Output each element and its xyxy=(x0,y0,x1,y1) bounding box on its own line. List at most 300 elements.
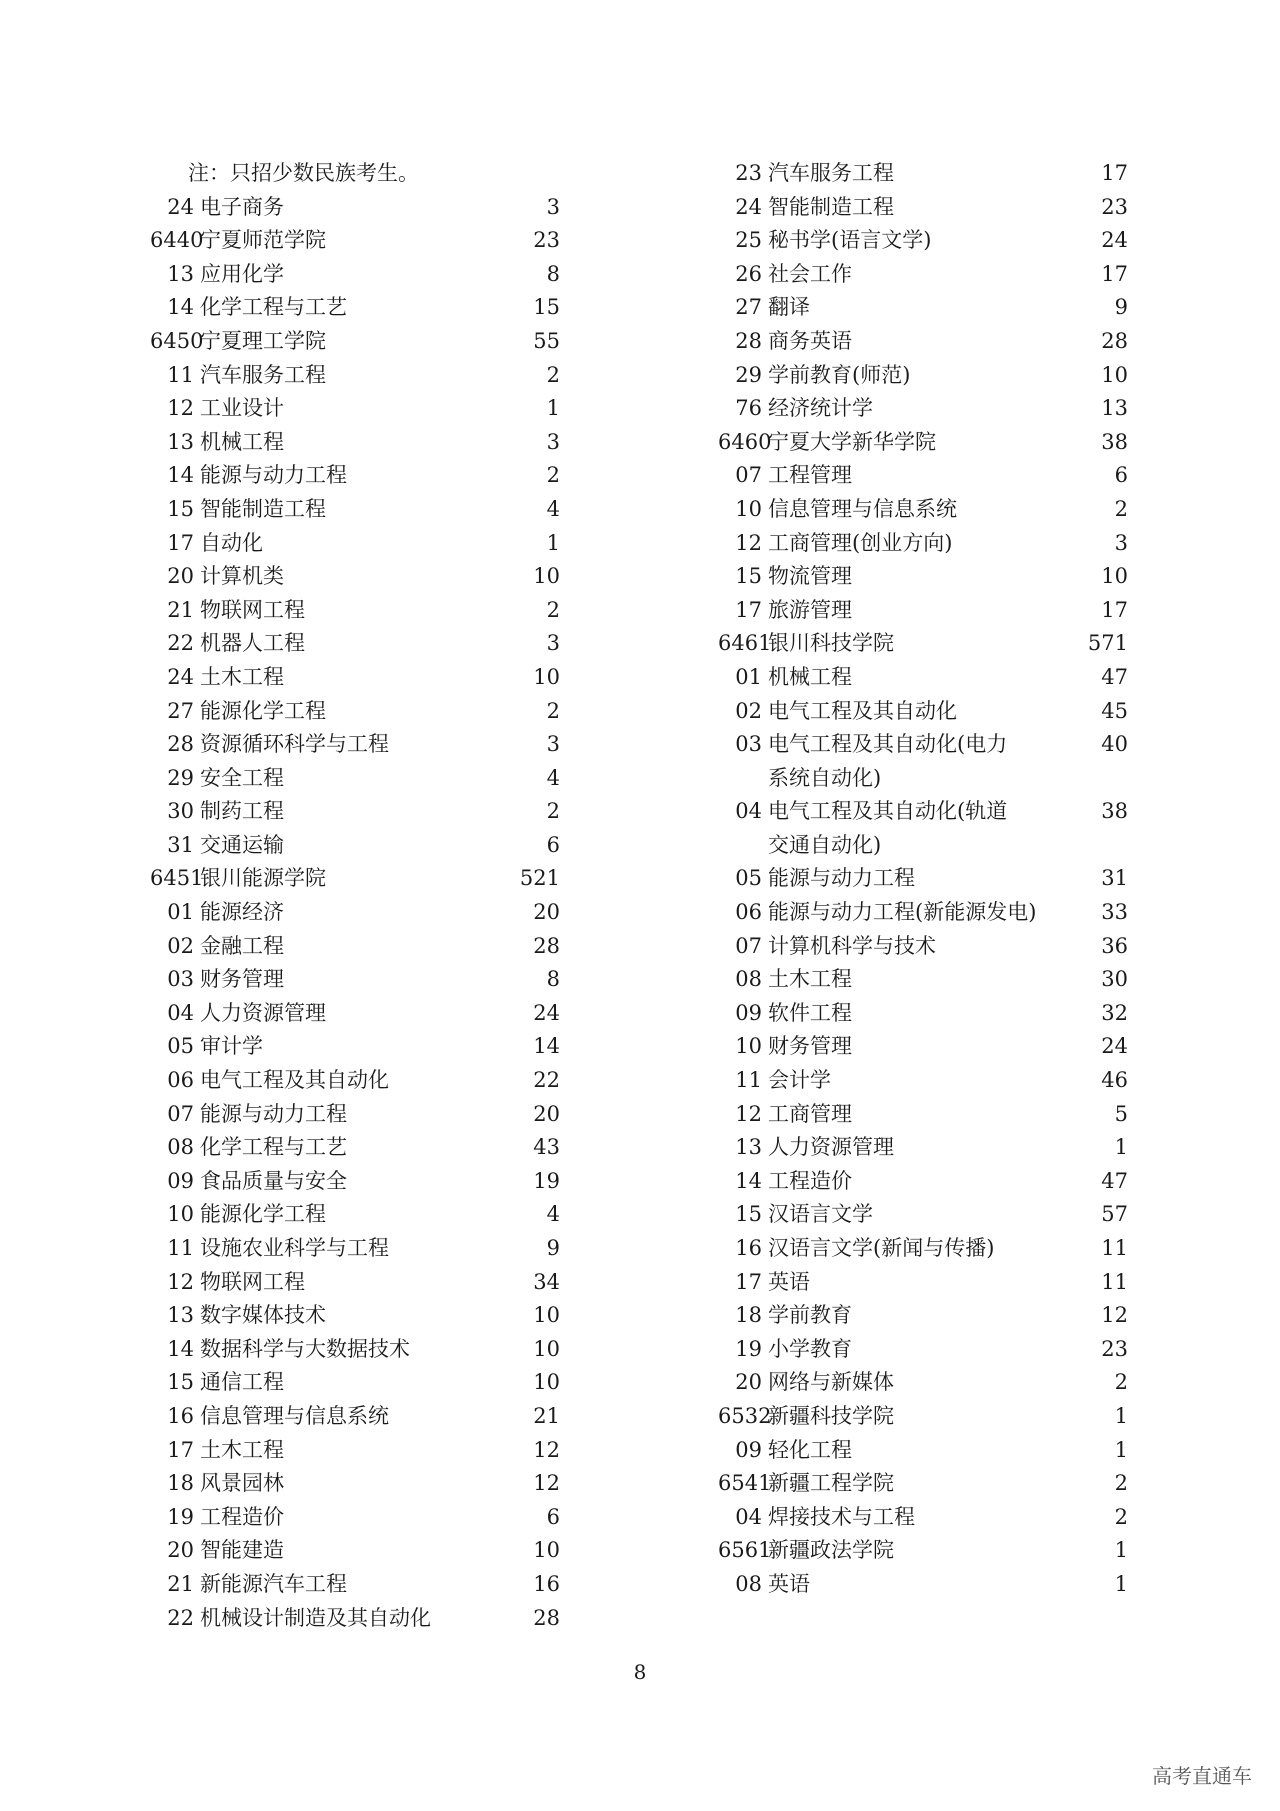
major-row xyxy=(718,359,1128,393)
major-entry xyxy=(718,896,1058,930)
major-code: 21 xyxy=(167,1571,194,1596)
enrollment-count: 13 xyxy=(1101,396,1128,421)
major-row xyxy=(150,997,560,1031)
major-code: 13 xyxy=(167,1303,194,1328)
enrollment-count: 12 xyxy=(533,1471,560,1496)
major-name: 计算机类 xyxy=(200,564,284,589)
major-entry xyxy=(150,1434,490,1468)
enrollment-count: 1 xyxy=(546,396,560,421)
institution-name: 新疆政法学院 xyxy=(768,1538,894,1563)
page-number: 8 xyxy=(633,1660,647,1684)
institution-row xyxy=(718,1467,1128,1501)
major-code: 07 xyxy=(735,933,762,958)
major-entry xyxy=(150,1232,490,1266)
major-row xyxy=(150,359,560,393)
major-row xyxy=(718,1568,1128,1602)
major-code: 16 xyxy=(735,1236,762,1260)
enrollment-count: 9 xyxy=(1114,295,1128,320)
institution-entry xyxy=(150,325,490,359)
major-code: 10 xyxy=(735,496,762,521)
major-name: 会计学 xyxy=(768,1068,831,1093)
major-entry xyxy=(718,1064,1058,1098)
major-name: 工程造价 xyxy=(768,1168,852,1193)
institution-row xyxy=(718,627,1128,661)
enrollment-count: 5 xyxy=(1114,1101,1128,1126)
major-code: 02 xyxy=(167,933,194,958)
note-text: 注：只招少数民族考生。 xyxy=(188,161,419,185)
major-name: 应用化学 xyxy=(200,261,284,286)
enrollment-count: 6 xyxy=(546,1504,560,1529)
enrollment-count: 2 xyxy=(1114,1370,1128,1395)
major-entry xyxy=(718,459,1058,493)
major-entry xyxy=(150,291,490,325)
major-code: 09 xyxy=(735,1437,762,1462)
major-entry xyxy=(150,426,490,460)
major-entry xyxy=(718,258,1058,292)
major-entry xyxy=(150,795,490,829)
major-name: 土木工程 xyxy=(200,1437,284,1462)
major-name: 机械工程 xyxy=(768,664,852,689)
major-entry xyxy=(150,1400,490,1434)
major-entry xyxy=(150,728,490,762)
major-row xyxy=(718,795,1128,862)
major-code: 20 xyxy=(167,564,194,589)
enrollment-count: 4 xyxy=(546,496,560,521)
major-entry xyxy=(150,762,490,796)
major-code: 28 xyxy=(735,328,762,353)
institution-row xyxy=(718,1400,1128,1434)
enrollment-count: 10 xyxy=(533,1370,560,1395)
major-entry xyxy=(150,527,490,561)
enrollment-count: 57 xyxy=(1101,1202,1128,1227)
major-row xyxy=(150,829,560,863)
major-name: 审计学 xyxy=(200,1034,263,1059)
enrollment-count: 46 xyxy=(1101,1068,1128,1093)
major-name: 制药工程 xyxy=(200,799,284,824)
enrollment-count: 22 xyxy=(533,1068,560,1093)
enrollment-count: 4 xyxy=(546,765,560,790)
major-entry xyxy=(150,1501,490,1535)
major-code: 76 xyxy=(735,396,762,421)
major-row xyxy=(150,1098,560,1132)
major-code: 19 xyxy=(167,1504,194,1529)
major-row xyxy=(718,258,1128,292)
institution-row xyxy=(718,426,1128,460)
institution-entry xyxy=(718,1467,1058,1501)
major-row xyxy=(150,1333,560,1367)
major-entry xyxy=(718,1299,1058,1333)
major-name: 秘书学(语言文学) xyxy=(768,228,932,253)
major-entry xyxy=(150,1568,490,1602)
institution-name: 新疆科技学院 xyxy=(768,1403,894,1428)
enrollment-count: 2 xyxy=(546,362,560,387)
major-code: 24 xyxy=(167,664,194,689)
institution-name: 银川科技学院 xyxy=(768,631,894,656)
major-entry xyxy=(150,661,490,695)
enrollment-count: 36 xyxy=(1101,933,1128,958)
major-row xyxy=(150,459,560,493)
major-code: 17 xyxy=(735,1269,762,1294)
major-row xyxy=(150,896,560,930)
major-name: 社会工作 xyxy=(768,261,852,286)
note-row xyxy=(150,157,560,191)
enrollment-count: 38 xyxy=(1101,429,1128,454)
major-entry xyxy=(718,997,1058,1031)
major-entry xyxy=(718,862,1058,896)
major-name: 能源与动力工程 xyxy=(200,463,347,488)
major-entry xyxy=(150,560,490,594)
major-code: 11 xyxy=(167,1236,194,1260)
major-entry xyxy=(150,997,490,1031)
major-entry xyxy=(150,1131,490,1165)
institution-code: 6451 xyxy=(150,866,204,891)
major-row xyxy=(150,258,560,292)
major-row xyxy=(150,1232,560,1266)
major-name: 能源与动力工程 xyxy=(200,1101,347,1126)
institution-code: 6461 xyxy=(718,631,772,656)
major-row xyxy=(150,1534,560,1568)
major-name-continuation: 交通自动化) xyxy=(768,832,882,857)
major-name: 轻化工程 xyxy=(768,1437,852,1462)
major-row xyxy=(150,527,560,561)
major-entry xyxy=(718,1333,1058,1367)
enrollment-count: 38 xyxy=(1101,799,1128,824)
institution-name: 银川能源学院 xyxy=(200,866,326,891)
major-row xyxy=(718,695,1128,729)
institution-row xyxy=(150,224,560,258)
major-code: 11 xyxy=(167,362,194,387)
major-code: 18 xyxy=(735,1303,762,1328)
major-name: 食品质量与安全 xyxy=(200,1168,347,1193)
major-entry xyxy=(150,258,490,292)
major-entry xyxy=(718,1568,1058,1602)
major-code: 11 xyxy=(735,1068,762,1093)
enrollment-count: 17 xyxy=(1101,161,1128,185)
major-entry xyxy=(150,1467,490,1501)
major-code: 09 xyxy=(167,1168,194,1193)
major-name: 商务英语 xyxy=(768,328,852,353)
enrollment-count: 23 xyxy=(1101,1336,1128,1361)
major-code: 08 xyxy=(735,967,762,992)
major-name: 土木工程 xyxy=(768,967,852,992)
major-code: 12 xyxy=(167,1269,194,1294)
right-column xyxy=(718,157,1128,1602)
major-code: 15 xyxy=(167,1370,194,1395)
institution-code: 6450 xyxy=(150,328,204,353)
major-name: 通信工程 xyxy=(200,1370,284,1395)
major-name: 金融工程 xyxy=(200,933,284,958)
major-name: 机械工程 xyxy=(200,429,284,454)
enrollment-count: 20 xyxy=(533,1101,560,1126)
major-row xyxy=(718,325,1128,359)
major-row xyxy=(150,661,560,695)
major-row xyxy=(718,191,1128,225)
major-code: 08 xyxy=(167,1135,194,1160)
major-name: 能源与动力工程 xyxy=(768,866,915,891)
major-entry xyxy=(718,493,1058,527)
major-entry xyxy=(150,1198,490,1232)
major-row xyxy=(718,157,1128,191)
major-code: 21 xyxy=(167,597,194,622)
enrollment-count: 6 xyxy=(1114,463,1128,488)
major-row xyxy=(718,661,1128,695)
major-code: 15 xyxy=(735,1202,762,1227)
major-entry xyxy=(150,896,490,930)
major-entry xyxy=(718,1131,1058,1165)
major-code: 19 xyxy=(735,1336,762,1361)
major-row xyxy=(150,493,560,527)
major-name: 新能源汽车工程 xyxy=(200,1571,347,1596)
major-row xyxy=(718,862,1128,896)
enrollment-count: 14 xyxy=(533,1034,560,1059)
major-row xyxy=(150,560,560,594)
major-entry xyxy=(150,1534,490,1568)
enrollment-count: 33 xyxy=(1101,900,1128,925)
major-entry xyxy=(718,560,1058,594)
major-name: 工业设计 xyxy=(200,396,284,421)
major-row xyxy=(150,762,560,796)
major-row xyxy=(150,1568,560,1602)
institution-code: 6440 xyxy=(150,228,204,253)
major-name-continuation: 系统自动化) xyxy=(768,765,882,790)
enrollment-count: 1 xyxy=(1114,1135,1128,1160)
major-name: 学前教育(师范) xyxy=(768,362,911,387)
major-row xyxy=(150,1434,560,1468)
major-row xyxy=(150,1064,560,1098)
major-code: 26 xyxy=(735,261,762,286)
major-entry xyxy=(718,1266,1058,1300)
enrollment-count: 24 xyxy=(1101,1034,1128,1059)
major-code: 14 xyxy=(167,295,194,320)
major-code: 12 xyxy=(735,1101,762,1126)
major-name: 风景园林 xyxy=(200,1471,284,1496)
enrollment-count: 2 xyxy=(546,597,560,622)
major-entry xyxy=(150,930,490,964)
major-code: 20 xyxy=(167,1538,194,1563)
major-name: 资源循环科学与工程 xyxy=(200,732,389,757)
major-name: 财务管理 xyxy=(768,1034,852,1059)
enrollment-count: 16 xyxy=(533,1571,560,1596)
enrollment-count: 11 xyxy=(1101,1236,1128,1260)
enrollment-count: 521 xyxy=(519,866,560,891)
major-name: 自动化 xyxy=(200,530,263,555)
institution-name: 宁夏大学新华学院 xyxy=(768,429,936,454)
enrollment-count: 8 xyxy=(546,967,560,992)
major-name: 焊接技术与工程 xyxy=(768,1504,915,1529)
major-entry xyxy=(150,1266,490,1300)
major-row xyxy=(150,1467,560,1501)
major-row xyxy=(150,1131,560,1165)
major-code: 24 xyxy=(735,194,762,219)
major-row xyxy=(150,930,560,964)
major-row xyxy=(718,1098,1128,1132)
major-entry xyxy=(718,594,1058,628)
major-entry xyxy=(718,1434,1058,1468)
major-name: 智能制造工程 xyxy=(200,496,326,521)
enrollment-count: 10 xyxy=(533,1336,560,1361)
major-entry xyxy=(718,1165,1058,1199)
major-entry xyxy=(718,1232,1058,1266)
enrollment-count: 3 xyxy=(546,194,560,219)
major-code: 08 xyxy=(735,1571,762,1596)
major-entry xyxy=(150,493,490,527)
enrollment-count: 9 xyxy=(546,1236,560,1260)
enrollment-count: 1 xyxy=(1114,1403,1128,1428)
watermark: 高考直通车 xyxy=(1152,1764,1252,1788)
major-row xyxy=(150,695,560,729)
major-name: 旅游管理 xyxy=(768,597,852,622)
major-name: 交通运输 xyxy=(200,832,284,857)
major-row xyxy=(150,291,560,325)
major-entry xyxy=(150,392,490,426)
major-row xyxy=(150,1266,560,1300)
major-name: 汉语言文学(新闻与传播) xyxy=(768,1236,995,1260)
major-code: 17 xyxy=(167,1437,194,1462)
major-name: 物联网工程 xyxy=(200,1269,305,1294)
major-name: 网络与新媒体 xyxy=(768,1370,894,1395)
major-row xyxy=(150,1030,560,1064)
major-name: 物联网工程 xyxy=(200,597,305,622)
major-name: 电气工程及其自动化(电力 xyxy=(768,732,1008,757)
enrollment-count: 28 xyxy=(533,933,560,958)
major-code: 22 xyxy=(167,1605,194,1630)
enrollment-count: 4 xyxy=(546,1202,560,1227)
major-entry xyxy=(150,1366,490,1400)
major-code: 14 xyxy=(167,463,194,488)
major-name: 智能建造 xyxy=(200,1538,284,1563)
major-code: 29 xyxy=(167,765,194,790)
institution-code: 6541 xyxy=(718,1471,772,1496)
institution-row xyxy=(718,1534,1128,1568)
enrollment-count: 571 xyxy=(1087,631,1128,656)
enrollment-count: 3 xyxy=(546,429,560,454)
major-name: 工程造价 xyxy=(200,1504,284,1529)
major-row xyxy=(718,930,1128,964)
institution-entry xyxy=(150,862,490,896)
major-name: 工商管理(创业方向) xyxy=(768,530,953,555)
major-code: 14 xyxy=(167,1336,194,1361)
institution-entry xyxy=(150,224,490,258)
major-entry xyxy=(718,359,1058,393)
major-entry xyxy=(718,392,1058,426)
major-row xyxy=(718,493,1128,527)
enrollment-count: 2 xyxy=(1114,1471,1128,1496)
enrollment-count: 43 xyxy=(533,1135,560,1160)
major-name: 设施农业科学与工程 xyxy=(200,1236,389,1260)
institution-entry xyxy=(718,1400,1058,1434)
major-row xyxy=(718,291,1128,325)
enrollment-count: 3 xyxy=(546,732,560,757)
major-row xyxy=(150,1400,560,1434)
institution-name: 宁夏师范学院 xyxy=(200,228,326,253)
enrollment-count: 2 xyxy=(546,799,560,824)
major-code: 17 xyxy=(735,597,762,622)
major-code: 03 xyxy=(167,967,194,992)
institution-name: 宁夏理工学院 xyxy=(200,328,326,353)
enrollment-count: 10 xyxy=(1101,362,1128,387)
major-entry xyxy=(150,627,490,661)
enrollment-count: 12 xyxy=(1101,1303,1128,1328)
major-code: 04 xyxy=(735,1504,762,1529)
major-entry xyxy=(718,1501,1058,1535)
major-entry xyxy=(150,695,490,729)
major-row xyxy=(718,1198,1128,1232)
major-entry xyxy=(150,1602,490,1636)
enrollment-count: 6 xyxy=(546,832,560,857)
enrollment-count: 1 xyxy=(1114,1571,1128,1596)
enrollment-count: 3 xyxy=(546,631,560,656)
enrollment-count: 32 xyxy=(1101,1000,1128,1025)
institution-code: 6460 xyxy=(718,429,772,454)
enrollment-count: 40 xyxy=(1101,732,1128,757)
major-name: 人力资源管理 xyxy=(200,1000,326,1025)
major-name: 翻译 xyxy=(768,295,810,320)
enrollment-count: 17 xyxy=(1101,261,1128,286)
major-code: 13 xyxy=(735,1135,762,1160)
major-row xyxy=(150,627,560,661)
major-row xyxy=(718,1030,1128,1064)
major-row xyxy=(718,224,1128,258)
major-row xyxy=(718,1299,1128,1333)
major-row xyxy=(150,1165,560,1199)
major-code: 15 xyxy=(167,496,194,521)
major-code: 16 xyxy=(167,1403,194,1428)
major-code: 10 xyxy=(735,1034,762,1059)
enrollment-count: 10 xyxy=(533,564,560,589)
enrollment-count: 47 xyxy=(1101,664,1128,689)
major-name: 计算机科学与技术 xyxy=(768,933,936,958)
enrollment-count: 2 xyxy=(1114,496,1128,521)
major-name: 汽车服务工程 xyxy=(200,362,326,387)
enrollment-count: 10 xyxy=(533,664,560,689)
major-code: 06 xyxy=(167,1068,194,1093)
major-entry xyxy=(150,829,490,863)
major-row xyxy=(718,1064,1128,1098)
enrollment-count: 47 xyxy=(1101,1168,1128,1193)
major-entry xyxy=(718,661,1058,695)
major-name: 经济统计学 xyxy=(768,396,873,421)
major-entry xyxy=(150,359,490,393)
major-code: 06 xyxy=(735,900,762,925)
major-entry xyxy=(718,1030,1058,1064)
major-entry xyxy=(718,224,1058,258)
major-code: 27 xyxy=(167,698,194,723)
enrollment-count: 20 xyxy=(533,900,560,925)
major-code: 27 xyxy=(735,295,762,320)
major-row xyxy=(718,997,1128,1031)
major-row xyxy=(150,963,560,997)
enrollment-count: 24 xyxy=(533,1000,560,1025)
enrollment-count: 10 xyxy=(1101,564,1128,589)
major-entry xyxy=(718,930,1058,964)
major-row xyxy=(150,1602,560,1636)
major-code: 07 xyxy=(167,1101,194,1126)
major-row xyxy=(150,392,560,426)
major-code: 24 xyxy=(167,194,194,219)
major-entry xyxy=(718,325,1058,359)
major-row xyxy=(150,1299,560,1333)
major-code: 20 xyxy=(735,1370,762,1395)
major-entry xyxy=(150,1064,490,1098)
major-entry xyxy=(150,1030,490,1064)
major-entry xyxy=(718,1366,1058,1400)
major-name: 能源与动力工程(新能源发电) xyxy=(768,900,1037,925)
major-row xyxy=(718,527,1128,561)
major-code: 07 xyxy=(735,463,762,488)
major-row xyxy=(718,1434,1128,1468)
major-code: 02 xyxy=(735,698,762,723)
institution-name: 新疆工程学院 xyxy=(768,1471,894,1496)
